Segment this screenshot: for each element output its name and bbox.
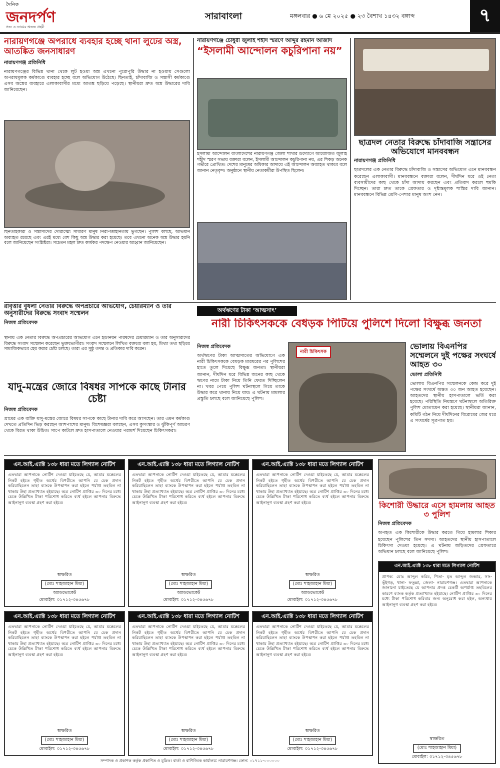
story-bhola-byline: ভোলা প্রতিনিধি	[410, 371, 442, 378]
ad-footer	[253, 572, 372, 604]
story-doctor-col1	[197, 342, 285, 452]
ad-phone: মোবাইল: ০১৭১২-৩৪৫৬৭৮	[287, 747, 338, 752]
story-arms-byline: নারায়ণগঞ্জ প্রতিনিধি	[4, 59, 46, 66]
brief-footer	[379, 736, 495, 761]
brief-phone: মোবাইল: ০১৭১২-৩৪৫৬৭৮	[411, 755, 463, 760]
photo-shape	[389, 468, 487, 496]
ad-heading: এন.আই.এ্যাক্ট ১৩৮ ধারা মতে লিগ্যাল নোটিশ	[253, 612, 372, 622]
ad-heading: এন.আই.এ্যাক্ট ১৩৮ ধারা মতে লিগ্যাল নোটিশ	[253, 460, 372, 470]
masthead-logo	[6, 2, 70, 31]
story-islami-body: ইসলামী আন্দোলন বাংলাদেশের নারায়ণগঞ্জ জেলা শাখার উদ্যোগে আয়োজিত জুলাই শহীদ স্মরণ সভায় বক্তারা বলেন, ইসলামী আন্দোলন কচুরিপানা নয়, এর শিকড় অনেক গভীরে প্রোথিত। দেশের মানুষের অধিকার আদায়ে এই আন্দোলন অব্যাহত থাকবে বলে জানান নেতৃবৃন্দ। অনুষ্ঠানে স্থানীয় নেতাকর্মীরা উপস্থিত ছিলেন।	[197, 152, 347, 174]
dateline: মঙ্গলবার ● ৬ মে ২০২৫ ● ২৩ বৈশাখ ১৪৩২ বঙ্গাব্দ	[290, 13, 415, 20]
ad-phone: মোবাইল: ০১৭১২-৩৪৫৬৭৮	[163, 747, 214, 752]
imprint-footer: সম্পাদক ও প্রকাশক কর্তৃক প্রকাশিত ও মুদ্রিত। বার্তা ও বাণিজ্যিক কার্যালয়: নারায়ণগঞ্জ। ফোন: ০১৭১১-০০০০০০	[100, 758, 280, 763]
story-arms-looting[interactable]	[4, 38, 190, 120]
story-snake-charm[interactable]	[4, 382, 190, 452]
column-rule	[350, 38, 351, 300]
ad-sign: স্বাক্ষরিত	[57, 573, 72, 578]
ad-heading: এন.আই.এ্যাক্ট ১৩৮ ধারা মতে লিগ্যাল নোটিশ	[129, 612, 248, 622]
story-chhatradal-body: ছাত্রদলের এক নেতার বিরুদ্ধে চাঁদাবাজি ও সন্ত্রাসের অভিযোগ এনে মানববন্ধন করেছেন এলাকাবাসী। মানববন্ধনে বক্তারা বলেন, দীর্ঘদিন ধরে ওই নেতা ব্যবসায়ীদের কাছ থেকে চাঁদা আদায় করছেন এবং প্রতিবাদ করলে হুমকি দিচ্ছেন। তারা দ্রুত তাকে গ্রেফতার ও দৃষ্টান্তমূলক শাস্তির দাবি জানান। মানববন্ধনে বিভিন্ন শ্রেণি-পেশার মানুষ অংশ নেন।	[354, 168, 496, 199]
story-arms-headline[interactable]: নারায়ণগঞ্জে অপরাধে ব্যবহার হচ্ছে থানা লুটের অস্ত্র, আতঙ্কিত জনসাধারণ	[4, 38, 182, 57]
section-rule	[4, 455, 496, 456]
kicker-banner: অর্থঋণের টাকা ‘আত্মসাৎ’	[197, 306, 297, 316]
ad-advocate: (মোঃ শাহজাহান মিয়া)	[289, 736, 336, 745]
ad-role: অ্যাডভোকেট	[176, 591, 201, 596]
photo-banner-shape	[363, 49, 489, 71]
story-islami-headline[interactable]: “ইসলামী আন্দোলন কচুরিপানা নয়”	[197, 46, 343, 58]
doctor-badge: নারী চিকিৎসক	[296, 346, 331, 358]
section-name: সারাবাংলা	[205, 12, 242, 22]
story-doctor-body: অর্থঋণের টাকা আত্মসাতের অভিযোগে এক নারী চিকিৎসককে বেধড়ক মারধরের পর পুলিশের হাতে তুলে দিয়েছে বিক্ষুব্ধ জনতা। স্থানীয়রা জানান, দীর্ঘদিন ধরে বিভিন্ন জনের কাছ থেকে ঋণের নামে টাকা নিয়ে তিনি ফেরত দিচ্ছিলেন না। খবর পেয়ে পুলিশ ঘটনাস্থলে গিয়ে তাকে উদ্ধার করে থানায় নিয়ে যায়। এ ঘটনায় মামলার প্রস্তুতি চলছে বলে জানিয়েছে পুলিশ।	[197, 354, 285, 403]
story-islami-kicker: নারায়ণগঞ্জে চৌধুরী জুলাই শহীদ স্মরণে আব্দুর রহমান আজাদ	[197, 38, 333, 44]
masthead-pre: দৈনিক	[6, 2, 19, 8]
story-kishori-byline: নিজস্ব প্রতিবেদক	[378, 521, 412, 528]
story-chhatradal-byline: নারায়ণগঞ্জ প্রতিনিধি	[354, 158, 396, 165]
ad-body: এতদ্বারা আপনাকে নোটিশ দেওয়া যাইতেছে যে, আমার মক্কেলের নিকট হইতে গৃহীত অর্থের বিপরীতে আপনি যে চেক প্রদান করিয়াছিলেন তাহা ব্যাংকে উপস্থাপন করা হইলে পর্যাপ্ত তহবিল না থাকায় উহা প্রত্যাখ্যাত হইয়াছে। অত্র নোটিশ প্রাপ্তির ৩০ দিনের মধ্যে চেকে উল্লিখিত টাকা পরিশোধ করিতে ব্যর্থ হইলে আপনার বিরুদ্ধে আইনানুগ ব্যবস্থা গ্রহণ করা হইবে।	[132, 624, 245, 657]
photo-islami-crowd	[197, 222, 347, 300]
ad-footer	[129, 728, 248, 753]
ad-advocate: (মোঃ শাহজাহান মিয়া)	[165, 580, 212, 589]
story-snake-headline[interactable]: যাদু-মন্ত্রের জোরে বিষধর সাপকে কাছে টানার চেষ্টা	[8, 382, 186, 405]
page-number: ৭	[470, 0, 500, 32]
ad-body: এতদ্বারা আপনাকে নোটিশ দেওয়া যাইতেছে যে, আমার মক্কেলের নিকট হইতে গৃহীত অর্থের বিপরীতে আপনি যে চেক প্রদান করিয়াছিলেন তাহা ব্যাংকে উপস্থাপন করা হইলে পর্যাপ্ত তহবিল না থাকায় উহা প্রত্যাখ্যাত হইয়াছে। অত্র নোটিশ প্রাপ্তির ৩০ দিনের মধ্যে চেকে উল্লিখিত টাকা পরিশোধ করিতে ব্যর্থ হইলে আপনার বিরুদ্ধে আইনানুগ ব্যবস্থা গ্রহণ করা হইবে।	[256, 472, 369, 505]
legal-notice-ad	[4, 611, 125, 756]
ad-advocate: (মোঃ শাহজাহান মিয়া)	[41, 736, 88, 745]
story-rabbtar-protest[interactable]	[4, 304, 190, 334]
photo-shape	[299, 373, 397, 443]
story-arms-body: নারায়ণগঞ্জের বিভিন্ন থানা থেকে লুট হওয়া অস্ত্র এখনো পুরোপুরি উদ্ধার না হওয়ায় সেগুলো অপরাধমূলক কর্মকাণ্ডে ব্যবহার হচ্ছে বলে অভিযোগ উঠেছে। ছিনতাই, চাঁদাবাজি ও সন্ত্রাসী কর্মকাণ্ডে এসব অস্ত্রের ব্যবহারে এলাকাবাসীর মধ্যে আতঙ্ক ছড়িয়ে পড়েছে। স্থানীয়রা দ্রুত অস্ত্র উদ্ধারের দাবি জানিয়েছেন।	[4, 69, 190, 94]
ad-advocate: (মোঃ শাহজাহান মিয়া)	[289, 580, 336, 589]
story-kishori-headline[interactable]: কিশোরী উদ্ধারে এসে হামলায় আহত ৩ পুলিশ	[378, 501, 496, 520]
story-bhola-headline[interactable]: ভোলায় বিএনপির সম্মেলনে দুই পক্ষের সংঘর্ষে আহত ৩০	[410, 342, 496, 370]
legal-notice-ad	[4, 459, 125, 607]
story-snake-body: গ্রামের এক ব্যক্তি যাদু-মন্ত্রের জোরে বিষধর সাপকে কাছে টানার দাবি করে আসছেন। তার এমন কর্মকাণ্ড দেখতে প্রতিদিন ভিড় করছেন আশপাশের মানুষ। বিশেষজ্ঞরা বলছেন, এসব কুসংস্কার ও ঝুঁকিপূর্ণ আচরণ থেকে বিরত থাকা উচিত। সাপে কাটলে দ্রুত হাসপাতালে নেওয়ার পরামর্শ দিয়েছেন চিকিৎসকরা।	[4, 417, 190, 435]
story-doctor-byline: নিজস্ব প্রতিবেদক	[197, 344, 231, 350]
column-rule	[193, 38, 194, 300]
brief-advocate: (মোঃ শাহজাহান মিয়া)	[413, 744, 460, 753]
photo-arms-seized	[4, 120, 190, 228]
ad-phone: মোবাইল: ০১৭১২-৩৪৫৬৭৮	[39, 747, 90, 752]
ad-heading: এন.আই.এ্যাক্ট ১৩৮ ধারা মতে লিগ্যাল নোটিশ	[5, 612, 124, 622]
ad-phone: মোবাইল: ০১৭১২-৩৪৫৬৭৮	[163, 598, 214, 603]
photo-shape	[208, 99, 338, 137]
photo-islami-stage	[197, 78, 347, 150]
story-rabbtar-body: স্থানীয় এক নেতার বিরুদ্ধে অপপ্রচারের অভিযোগ এনে ইউনিয়ন পরিষদের চেয়ারম্যান ও তার অনুসারীদের বিরুদ্ধে সংবাদ সম্মেলন করেছেন ভুক্তভোগীরা। সংবাদ সম্মেলনে লিখিত বক্তব্যে বলা হয়, মিথ্যা তথ্য ছড়িয়ে সামাজিকভাবে হেয় করার চেষ্টা চলছে। তারা এর সুষ্ঠু তদন্ত ও প্রতিকার দাবি করেন।	[4, 336, 190, 353]
legal-notice-ad	[252, 611, 373, 756]
photo-kishori	[378, 459, 496, 499]
ad-body: এতদ্বারা আপনাকে নোটিশ দেওয়া যাইতেছে যে, আমার মক্কেলের নিকট হইতে গৃহীত অর্থের বিপরীতে আপনি যে চেক প্রদান করিয়াছিলেন তাহা ব্যাংকে উপস্থাপন করা হইলে পর্যাপ্ত তহবিল না থাকায় উহা প্রত্যাখ্যাত হইয়াছে। অত্র নোটিশ প্রাপ্তির ৩০ দিনের মধ্যে চেকে উল্লিখিত টাকা পরিশোধ করিতে ব্যর্থ হইলে আপনার বিরুদ্ধে আইনানুগ ব্যবস্থা গ্রহণ করা হইবে।	[8, 472, 121, 505]
brief-sign: স্বাক্ষরিত	[429, 737, 445, 742]
brief-heading: এন.আই.এ্যাক্ট ১৩৮ ধারা মতে লিগ্যাল নোটিশ	[379, 562, 495, 572]
ad-sign: স্বাক্ষরিত	[57, 729, 72, 734]
story-arms-continued: ছিনতাইকারী ও সন্ত্রাসীদের দৌরাত্ম্যে সাধারণ মানুষ নিরাপত্তাহীনতায় ভুগছেন। পুলিশ বলছে, অভিযান অব্যাহত রয়েছে এবং এরই মধ্যে বেশ কিছু অস্ত্র উদ্ধার করা হয়েছে। তবে এখনো অনেক অস্ত্র উদ্ধার হয়নি বলে জানিয়েছেন সংশ্লিষ্টরা। সচেতন মহল দ্রুত কার্যকর পদক্ষেপ নেওয়ার আহ্বান জানিয়েছেন।	[4, 230, 190, 247]
ad-phone: মোবাইল: ০১৭১২-৩৪৫৬৭৮	[39, 598, 90, 603]
ad-sign: স্বাক্ষরিত	[305, 573, 320, 578]
ad-sign: স্বাক্ষরিত	[181, 729, 196, 734]
photo-shape	[198, 263, 347, 300]
ad-body: এতদ্বারা আপনাকে নোটিশ দেওয়া যাইতেছে যে, আমার মক্কেলের নিকট হইতে গৃহীত অর্থের বিপরীতে আপনি যে চেক প্রদান করিয়াছিলেন তাহা ব্যাংকে উপস্থাপন করা হইলে পর্যাপ্ত তহবিল না থাকায় উহা প্রত্যাখ্যাত হইয়াছে। অত্র নোটিশ প্রাপ্তির ৩০ দিনের মধ্যে চেকে উল্লিখিত টাকা পরিশোধ করিতে ব্যর্থ হইলে আপনার বিরুদ্ধে আইনানুগ ব্যবস্থা গ্রহণ করা হইবে।	[8, 624, 121, 657]
photo-doctor-crowd	[288, 342, 406, 452]
ad-body: এতদ্বারা আপনাকে নোটিশ দেওয়া যাইতেছে যে, আমার মক্কেলের নিকট হইতে গৃহীত অর্থের বিপরীতে আপনি যে চেক প্রদান করিয়াছিলেন তাহা ব্যাংকে উপস্থাপন করা হইলে পর্যাপ্ত তহবিল না থাকায় উহা প্রত্যাখ্যাত হইয়াছে। অত্র নোটিশ প্রাপ্তির ৩০ দিনের মধ্যে চেকে উল্লিখিত টাকা পরিশোধ করিতে ব্যর্থ হইলে আপনার বিরুদ্ধে আইনানুগ ব্যবস্থা গ্রহণ করা হইবে।	[256, 624, 369, 657]
ad-advocate: (মোঃ শাহজাহান মিয়া)	[41, 580, 88, 589]
story-bhola-body: ভোলায় বিএনপির সম্মেলনকে কেন্দ্র করে দুই পক্ষের সংঘর্ষে অন্তত ৩০ জন আহত হয়েছেন। আহতদের স্থানীয় হাসপাতালে ভর্তি করা হয়েছে। পরিস্থিতি নিয়ন্ত্রণে ঘটনাস্থলে অতিরিক্ত পুলিশ মোতায়েন করা হয়েছে। স্থানীয়রা জানান, কমিটি গঠন নিয়ে দীর্ঘদিনের বিরোধের জের ধরে এ সংঘর্ষের সূত্রপাত হয়।	[410, 381, 496, 424]
page-header	[0, 0, 500, 34]
photo-shape	[55, 141, 115, 191]
story-doctor-beaten[interactable]	[197, 318, 496, 340]
photo-human-chain	[354, 38, 496, 136]
masthead-title: জনদর্পণ	[6, 8, 56, 26]
story-rabbtar-headline[interactable]: রাবৃত্তার বুধলা নেতার বিরুদ্ধে অপপ্রচারে অভিযোগ, চেয়ারম্যান ও তার অনুসারীদের বিরুদ্ধে সংবাদ সম্মেলন	[4, 304, 172, 317]
section-rule	[4, 302, 496, 303]
ad-footer	[5, 572, 124, 604]
story-kishori-rescue[interactable]	[378, 501, 496, 559]
legal-notice-ad	[252, 459, 373, 607]
story-snake-byline: নিজস্ব প্রতিবেদক	[4, 407, 38, 413]
ad-role: অ্যাডভোকেট	[300, 591, 325, 596]
story-chhatradal-headline[interactable]: ছাত্রদল নেতার বিরুদ্ধে চাঁদাবাজি সন্ত্রাসের অভিযোগে মানববন্ধন	[358, 138, 492, 157]
ad-sign: স্বাক্ষরিত	[181, 573, 196, 578]
ad-advocate: (মোঃ শাহজাহান মিয়া)	[165, 736, 212, 745]
brief-legal-notice	[378, 561, 496, 764]
brief-body: প্রাপক: মোঃ আব্দুল করিম, পিতা- মৃত আব্দুল জব্বার, সাং- ভূঁইগড়, থানা- ফতুল্লা, জেলা- নারায়ণগঞ্জ। এতদ্বারা আপনাকে জানানো যাইতেছে যে আপনার প্রদত্ত চেকটি অপর্যাপ্ত তহবিলের কারণে ব্যাংক কর্তৃক প্রত্যাখ্যাত হইয়াছে। নোটিশ প্রাপ্তির ৩০ দিনের মধ্যে টাকা পরিশোধ করিবার জন্য অনুরোধ করা হইল, অন্যথায় আইনানুগ ব্যবস্থা গ্রহণ করা হইবে।	[382, 574, 492, 607]
ad-heading: এন.আই.এ্যাক্ট ১৩৮ ধারা মতে লিগ্যাল নোটিশ	[129, 460, 248, 470]
photo-shape	[355, 89, 496, 136]
story-doctor-headline[interactable]: নারী চিকিৎসককে বেধড়ক পিটিয়ে পুলিশে দিলো বিক্ষুব্ধ জনতা	[211, 318, 482, 330]
story-chhatradal-protest[interactable]	[354, 138, 496, 300]
ad-footer	[129, 572, 248, 604]
masthead-tagline: সত্য ও ন্যায়ের অতন্দ্র প্রহরী	[6, 25, 45, 29]
ad-heading: এন.আই.এ্যাক্ট ১৩৮ ধারা মতে লিগ্যাল নোটিশ	[5, 460, 124, 470]
ad-body: এতদ্বারা আপনাকে নোটিশ দেওয়া যাইতেছে যে, আমার মক্কেলের নিকট হইতে গৃহীত অর্থের বিপরীতে আপনি যে চেক প্রদান করিয়াছিলেন তাহা ব্যাংকে উপস্থাপন করা হইলে পর্যাপ্ত তহবিল না থাকায় উহা প্রত্যাখ্যাত হইয়াছে। অত্র নোটিশ প্রাপ্তির ৩০ দিনের মধ্যে চেকে উল্লিখিত টাকা পরিশোধ করিতে ব্যর্থ হইলে আপনার বিরুদ্ধে আইনানুগ ব্যবস্থা গ্রহণ করা হইবে।	[132, 472, 245, 505]
ad-footer	[253, 728, 372, 753]
story-islami-andolon[interactable]	[197, 38, 347, 78]
story-rabbtar-byline: নিজস্ব প্রতিবেদক	[4, 319, 38, 326]
legal-notice-ad	[128, 459, 249, 607]
ad-footer	[5, 728, 124, 753]
story-protest-photo-block	[354, 38, 496, 136]
story-bhola-clash[interactable]	[410, 342, 496, 452]
story-kishori-body: অপহৃত এক কিশোরীকে উদ্ধার করতে গিয়ে হামলার শিকার হয়েছেন পুলিশের তিন সদস্য। আহতদের স্থানীয় হাসপাতালে চিকিৎসা দেওয়া হয়েছে। এ ঘটনায় জড়িতদের গ্রেফতারে অভিযান চলছে বলে জানিয়েছে পুলিশ।	[378, 531, 496, 555]
ad-phone: মোবাইল: ০১৭১২-৩৪৫৬৭৮	[287, 598, 338, 603]
ad-role: অ্যাডভোকেট	[52, 591, 77, 596]
ad-sign: স্বাক্ষরিত	[305, 729, 320, 734]
legal-notice-ad	[128, 611, 249, 756]
